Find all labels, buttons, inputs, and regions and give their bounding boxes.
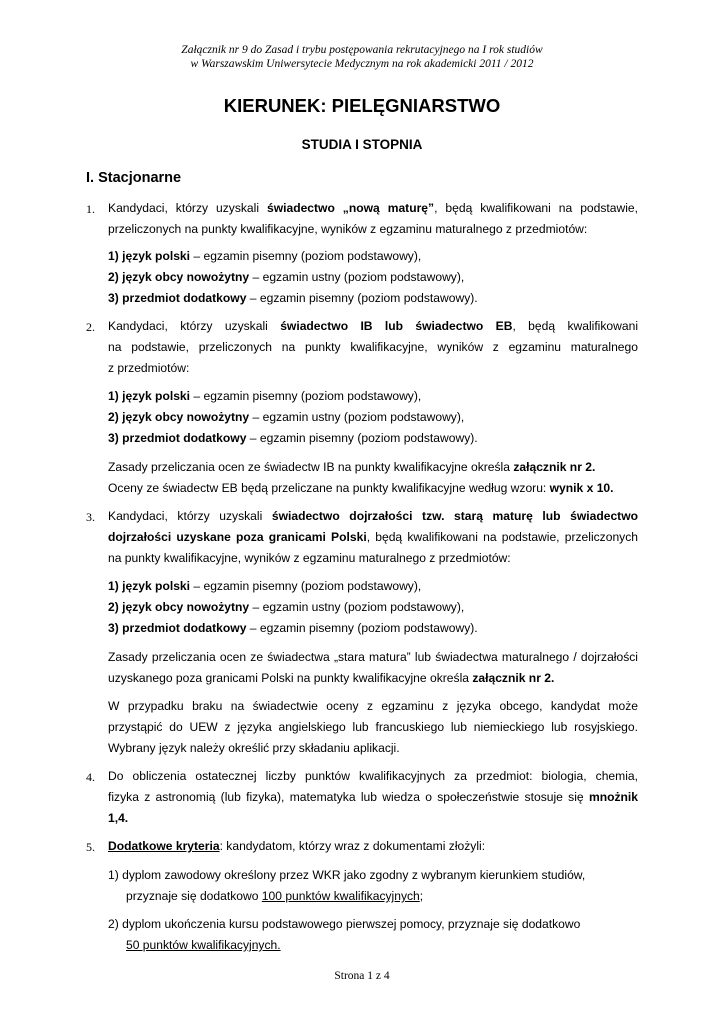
underlined-text: 100 punktów kwalifikacyjnych (261, 889, 420, 903)
paragraph-line (108, 481, 638, 496)
bold-text: świadectwo dojrzałości tzw. starą maturę lub świadectwo (271, 509, 638, 523)
underlined-heading: Dodatkowe kryteria (108, 839, 220, 853)
subject-line (108, 410, 638, 425)
page-footer: Strona 1 z 4 (334, 970, 390, 982)
bold-text: 1) język polski (108, 579, 191, 593)
text-run: – egzamin pisemny (poziom podstawowy). (246, 621, 478, 635)
text-run: Zasady przeliczania ocen ze świadectw IB na punkty kwalifikacyjne określa (108, 460, 514, 474)
text-run: – egzamin ustny (poziom podstawowy), (249, 270, 465, 284)
text-run: Kandydaci, którzy uzyskali (108, 319, 281, 333)
subject-line (108, 249, 638, 264)
header-line-1: Załącznik nr 9 do Zasad i trybu postępowania rekrutacyjnego na I rok studiów (181, 44, 543, 56)
text-run: – egzamin ustny (poziom podstawowy), (249, 600, 465, 614)
paragraph-line: W przypadku braku na świadectwie oceny z egzaminu z języka obcego, kandydat może (108, 699, 638, 713)
text-run: , będą kwalifikowani (512, 319, 638, 333)
paragraph-line (108, 319, 638, 334)
section-heading: I. Stacjonarne (86, 170, 182, 186)
text-run: – egzamin pisemny (poziom podstawowy), (190, 249, 422, 263)
subject-line (108, 291, 638, 306)
bold-text: 2) język obcy nowożytny (108, 600, 250, 614)
text-run: uzyskanego poza granicami Polski na punkty kwalifikacyjne określa (108, 671, 473, 685)
bold-text: 1) język polski (108, 389, 191, 403)
bold-text: mnożnik (588, 790, 638, 804)
text-run: – egzamin pisemny (poziom podstawowy). (246, 291, 478, 305)
paragraph-line (108, 460, 638, 475)
bold-text: 2) język obcy nowożytny (108, 410, 250, 424)
subject-line (108, 579, 638, 594)
bold-text: załącznik nr 2. (472, 671, 555, 685)
paragraph-line (108, 671, 638, 686)
criteria-line: 2) dyplom ukończenia kursu podstawowego pierwszej pomocy, przyznaje się dodatkowo (108, 917, 581, 931)
item-number: 2. (86, 320, 95, 334)
criteria-line (126, 889, 656, 904)
paragraph-line: Do obliczenia ostatecznej liczby punktów kwalifikacyjnych za przedmiot: biologia, chemia, (108, 769, 638, 783)
criteria-line: 50 punktów kwalifikacyjnych. (126, 938, 281, 952)
paragraph-line: z przedmiotów: (108, 361, 190, 375)
paragraph-line (108, 530, 638, 545)
text-run: fizyka z astronomią (lub fizyka), matematyka lub wiedza o społeczeństwie stosuje się (108, 790, 589, 804)
paragraph-line: przeliczonych na punkty kwalifikacyjne, wyników z egzaminu maturalnego z przedmiotów: (108, 222, 588, 236)
bold-text: 2) język obcy nowożytny (108, 270, 250, 284)
header-line-2: w Warszawskim Uniwersytecie Medycznym na rok akademicki 2011 / 2012 (190, 58, 534, 70)
item-number: 5. (86, 840, 95, 854)
text-run: Kandydaci, którzy uzyskali (108, 509, 272, 523)
text-run: Oceny ze świadectw EB będą przeliczane na punkty kwalifikacyjne według wzoru: (108, 481, 550, 495)
paragraph-line (108, 790, 638, 805)
subject-line (108, 431, 638, 446)
bold-text: 3) przedmiot dodatkowy (108, 621, 247, 635)
bold-text: 1) język polski (108, 249, 191, 263)
text-run: – egzamin pisemny (poziom podstawowy), (190, 579, 422, 593)
paragraph-line: Wybrany język należy określić przy składaniu aplikacji. (108, 741, 400, 755)
text-run: , będą kwalifikowani na podstawie, przeliczonych (366, 530, 638, 544)
item-number: 4. (86, 770, 95, 784)
paragraph-line (108, 201, 638, 216)
bold-text: wynik x 10. (549, 481, 614, 495)
document-subtitle: STUDIA I STOPNIA (301, 137, 423, 152)
text-run: ; (419, 889, 424, 903)
bold-text: załącznik nr 2. (513, 460, 596, 474)
text-run: , będą kwalifikowani na podstawie, (434, 201, 638, 215)
subject-line (108, 621, 638, 636)
text-run: – egzamin ustny (poziom podstawowy), (249, 410, 465, 424)
paragraph-line (108, 509, 638, 524)
bold-text: 3) przedmiot dodatkowy (108, 291, 247, 305)
paragraph-line: Zasady przeliczania ocen ze świadectwa „stara matura” lub świadectwa maturalnego / dojrzałości (108, 650, 638, 664)
text-run: przyznaje się dodatkowo (126, 889, 262, 903)
paragraph-line (108, 839, 638, 854)
bold-text: 3) przedmiot dodatkowy (108, 431, 247, 445)
text-run: Kandydaci, którzy uzyskali (108, 201, 267, 215)
subject-line (108, 270, 638, 285)
bold-text: dojrzałości uzyskane poza granicami Polski (108, 530, 367, 544)
item-number: 1. (86, 202, 95, 216)
paragraph-line: na podstawie, przeliczonych na punkty kwalifikacyjne, wyników z egzaminu maturalnego (108, 340, 638, 354)
paragraph-line: na punkty kwalifikacyjne, wyników z egzaminu maturalnego z przedmiotów: (108, 551, 511, 565)
paragraph-line: przystąpić do UEW z języka angielskiego lub francuskiego lub niemieckiego lub rosyjskiego. (108, 720, 638, 734)
text-run: – egzamin pisemny (poziom podstawowy). (246, 431, 478, 445)
criteria-line: 1) dyplom zawodowy określony przez WKR jako zgodny z wybranym kierunkiem studiów, (108, 868, 586, 882)
paragraph-line: 1,4. (108, 811, 129, 825)
text-run: – egzamin pisemny (poziom podstawowy), (190, 389, 422, 403)
item-number: 3. (86, 510, 95, 524)
subject-line (108, 389, 638, 404)
text-run: : kandydatom, którzy wraz z dokumentami złożyli: (219, 839, 486, 853)
subject-line (108, 600, 638, 615)
bold-text: świadectwo „nową maturę” (266, 201, 435, 215)
bold-text: świadectwo IB lub świadectwo EB (280, 319, 513, 333)
document-title: KIERUNEK: PIELĘGNIARSTWO (223, 95, 501, 116)
